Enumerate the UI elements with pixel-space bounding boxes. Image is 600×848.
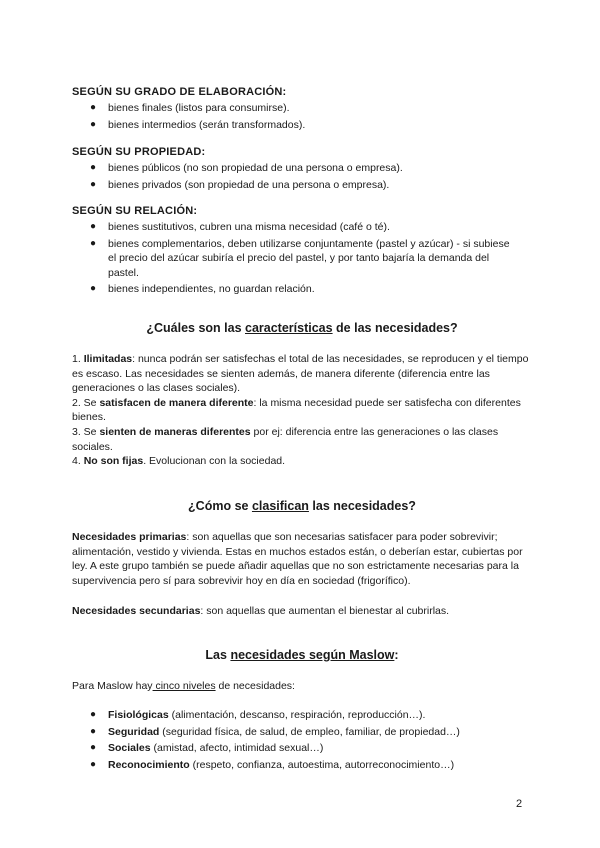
bullet-icon: ● [90, 725, 97, 737]
list-item: ● bienes públicos (no son propiedad de una persona o empresa). [90, 162, 403, 174]
bullet-icon: ● [90, 758, 97, 770]
heading-caracteristicas: ¿Cuáles son las características de las necesidades? [146, 321, 458, 335]
bullet-icon: ● [90, 102, 97, 113]
bullet-icon: ● [90, 742, 97, 753]
heading-clasificacion: ¿Cómo se clasifican las necesidades? [188, 499, 416, 513]
bullet-icon: ● [90, 162, 97, 173]
paragraph-maslow-intro: Para Maslow hay cinco niveles de necesidades: [72, 680, 295, 692]
caracteristica-item: 4. No son fijas. Evolucionan con la sociedad. [72, 455, 286, 468]
bullet-icon: ● [90, 709, 97, 720]
section-heading-relacion: SEGÚN SU RELACIÓN: [72, 205, 198, 217]
list-item: ● Fisiológicas (alimentación, descanso, respiración, reproducción…). [90, 709, 426, 721]
bullet-icon: ● [90, 283, 97, 294]
bullet-icon: ● [90, 221, 97, 232]
caracteristica-item: 2. Se satisfacen de manera diferente: la misma necesidad puede ser satisfecha con diferentes bienes. [72, 396, 521, 424]
list-item: ● bienes complementarios, deben utilizarse conjuntamente (pastel y azúcar) - si subiese el precio del azúcar subiría el precio del pastel, y por tanto bajaría la demanda del pastel. [90, 237, 510, 279]
list-item: ● bienes independientes, no guardan relación. [90, 283, 315, 295]
list-item: ● bienes finales (listos para consumirse). [90, 102, 290, 114]
list-item: ● Sociales (amistad, afecto, intimidad sexual…) [90, 742, 324, 754]
list-elaboracion [90, 101, 510, 134]
list-relacion [90, 220, 510, 299]
bullet-icon: ● [90, 237, 97, 249]
list-item: ● bienes sustitutivos, cubren una misma necesidad (café o té). [90, 221, 390, 233]
list-maslow [90, 708, 510, 774]
bullet-icon: ● [90, 118, 97, 130]
list-item: ● bienes privados (son propiedad de una persona o empresa). [90, 178, 390, 191]
list-item: ● Reconocimiento (respeto, confianza, autoestima, autorreconocimiento…) [90, 758, 455, 771]
paragraph-primarias: Necesidades primarias: son aquellas que son necesarias satisfacer para poder sobrevivir; alimentación, vestido y vivienda. Estas en muchos estados están, o deberían estar, cubiertas por ley. A este grupo también se puede añadir aquellas que no son estrictamente necesarias para la supervivencia pero sí para sobrevivir hoy en día en sociedad (frigorífico). [72, 531, 523, 587]
caracteristicas-list [72, 352, 532, 469]
page-number: 2 [516, 798, 523, 810]
list-propiedad [90, 161, 510, 194]
list-item: ● Seguridad (seguridad física, de salud, de empleo, familiar, de propiedad…) [90, 725, 460, 738]
bullet-icon: ● [90, 178, 97, 190]
section-heading-elaboracion: SEGÚN SU GRADO DE ELABORACIÓN: [72, 86, 287, 98]
paragraph-secundarias: Necesidades secundarias: son aquellas que aumentan el bienestar al cubrirlas. [72, 605, 450, 617]
list-item: ● bienes intermedios (serán transformados). [90, 118, 306, 131]
heading-maslow: Las necesidades según Maslow: [205, 648, 399, 662]
section-heading-propiedad: SEGÚN SU PROPIEDAD: [72, 146, 206, 158]
caracteristica-item: 1. Ilimitadas: nunca podrán ser satisfechas el total de las necesidades, se reproducen y el tiempo es escaso. Las necesidades se sienten además, de manera diferente (diferencia entre las generaciones o las clases sociales). [72, 353, 529, 395]
caracteristica-item: 3. Se sienten de maneras diferentes por ej: diferencia entre las generaciones o las clases sociales. [72, 425, 499, 453]
